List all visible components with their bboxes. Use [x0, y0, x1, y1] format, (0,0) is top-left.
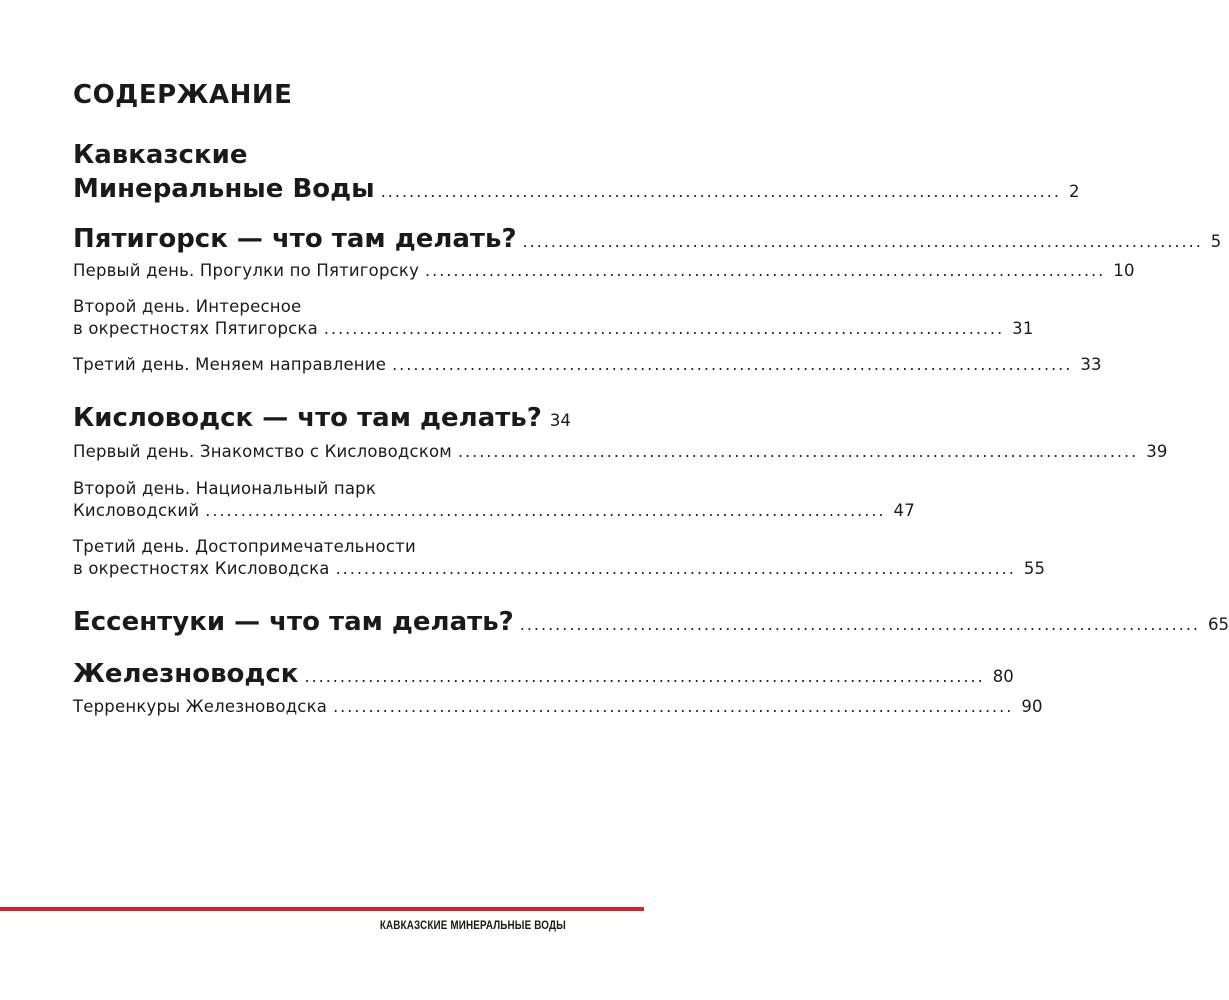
footer-red-rule	[0, 907, 644, 911]
page-number: 5	[1210, 232, 1222, 251]
entry-title-line: Терренкуры Железноводска	[73, 697, 328, 716]
entry-title-line: Второй день. Интересное	[73, 297, 302, 316]
dot-leader: ................................................................................................	[304, 667, 985, 686]
dot-leader: ................................................................................................	[522, 232, 1203, 251]
toc-entry-kislovodsk-day1[interactable]	[73, 441, 1168, 463]
dot-leader: ................................................................................................	[425, 261, 1106, 280]
dot-leader: ................................................................................................	[380, 182, 1061, 201]
entry-title-line: Первый день. Прогулки по Пятигорску	[73, 261, 420, 280]
entry-title-line: Третий день. Достопримечательности	[73, 537, 416, 556]
page-number: 90	[1021, 697, 1043, 716]
dot-leader: ................................................................................................	[323, 319, 1005, 338]
entry-title-line: Кисловодск — что там делать?	[73, 403, 542, 433]
entry-title-line: Первый день. Знакомство с Кисловодском	[73, 442, 452, 461]
entry-title-line: Кавказские	[73, 140, 248, 170]
entry-title-line: в окрестностях Пятигорска	[73, 319, 318, 338]
toc-entry-kislovodsk-day2[interactable]	[73, 478, 915, 522]
toc-entry-kmv[interactable]	[73, 138, 1080, 209]
page-number: 33	[1080, 355, 1102, 374]
dot-leader: ................................................................................................	[392, 355, 1073, 374]
entry-title-line: в окрестностях Кисловодска	[73, 559, 330, 578]
page-number: 2	[1068, 182, 1080, 201]
dot-leader: ................................................................................................	[335, 559, 1016, 578]
entry-title-line: Кисловодский	[73, 501, 200, 520]
toc-entry-kislovodsk-day3[interactable]	[73, 536, 1046, 580]
toc-entry-pyatigorsk-day2[interactable]	[73, 296, 1034, 340]
page-number: 31	[1012, 319, 1034, 338]
toc-entry-pyatigorsk[interactable]	[73, 222, 1222, 259]
dot-leader: ................................................................................................	[457, 442, 1139, 461]
toc-entry-pyatigorsk-day1[interactable]	[73, 260, 1135, 282]
entry-title-line: Третий день. Меняем направление	[73, 355, 387, 374]
dot-leader: ................................................................................................	[333, 697, 1014, 716]
page-number: 39	[1146, 442, 1168, 461]
page-number: 80	[992, 667, 1014, 686]
toc-entry-pyatigorsk-day3[interactable]	[73, 354, 1102, 376]
toc-entry-essentuki[interactable]	[73, 605, 1229, 642]
page-number: 65	[1207, 615, 1229, 634]
dot-leader: ................................................................................................	[205, 501, 886, 520]
dot-leader: ................................................................................................	[519, 615, 1200, 634]
entry-title-line: Минеральные Воды	[73, 174, 375, 204]
toc-entry-zheleznovodsk[interactable]	[73, 657, 1014, 694]
entry-title-line: Пятигорск — что там делать?	[73, 224, 517, 254]
running-footer: КАВКАЗСКИЕ МИНЕРАЛЬНЫЕ ВОДЫ	[379, 918, 566, 932]
page-number: 34	[549, 411, 571, 430]
page-number: 47	[893, 501, 915, 520]
page-number: 10	[1113, 261, 1135, 280]
toc-entry-zheleznovodsk-terrenkury[interactable]	[73, 696, 1043, 718]
toc-heading: СОДЕРЖАНИЕ	[73, 80, 293, 110]
entry-title-line: Ессентуки — что там делать?	[73, 607, 514, 637]
entry-title-line: Второй день. Национальный парк	[73, 479, 376, 498]
toc-entry-kislovodsk[interactable]	[73, 401, 571, 438]
page-number: 55	[1023, 559, 1046, 578]
entry-title-line: Железноводск	[73, 659, 299, 689]
